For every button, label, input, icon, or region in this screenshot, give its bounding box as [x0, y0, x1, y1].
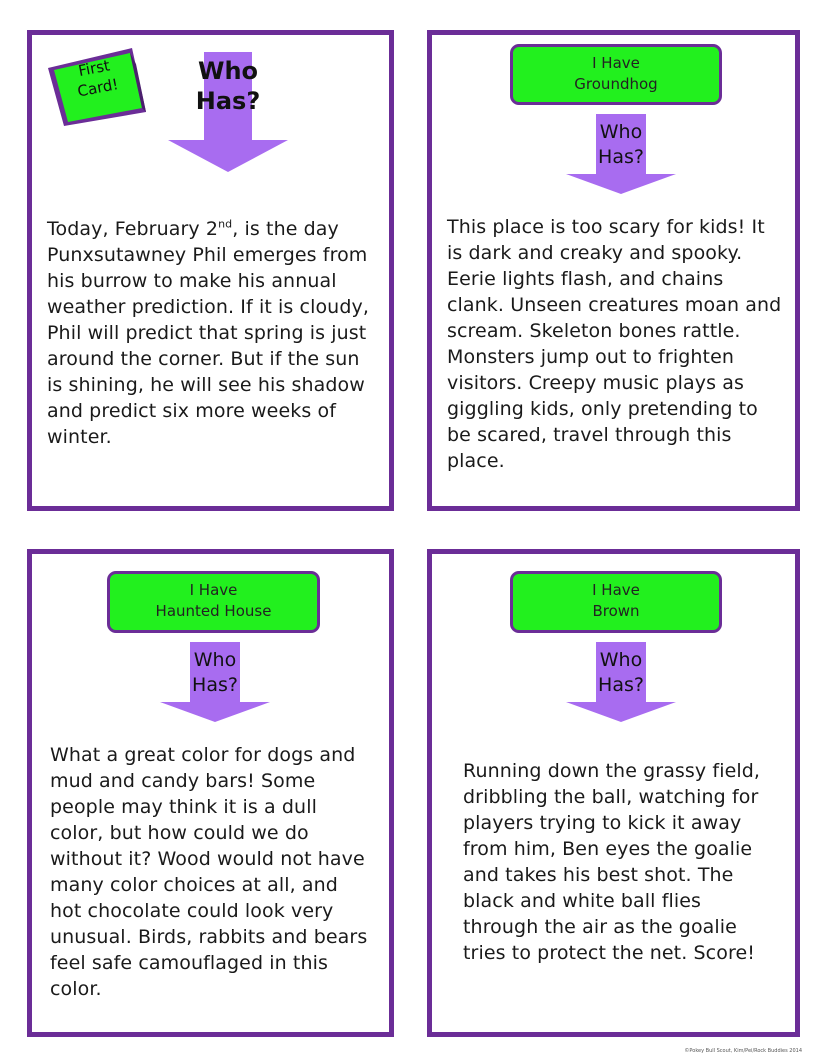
i-have-box	[510, 571, 722, 633]
who-has-label	[168, 56, 288, 116]
i-have-line: I Have	[592, 54, 640, 72]
who-has-label	[566, 648, 676, 698]
i-have-answer: Groundhog	[574, 75, 658, 93]
i-have-line: I Have	[592, 581, 640, 599]
i-have-line: I Have	[189, 581, 238, 599]
first-card-line1: First	[76, 56, 112, 81]
card-text: This place is too scary for kids! It is dark and creaky and spooky. Eerie lights flash, and chains clank. Unseen creatures moan and scream. Skeleton bones rattle. Monsters jump out to frighten visitors. Creepy music plays as giggling kids, only pretending to be scared, travel through this place.	[447, 216, 782, 472]
i-have-box	[510, 44, 722, 105]
first-card-line2: Card!	[76, 75, 120, 101]
has-line: Has?	[598, 674, 644, 696]
card-text: What a great color for dogs and mud and candy bars! Some people may think it is a dull color, but how could we do without it? Wood would not have many color choices at all, and hot chocolate could look very unusual. Birds, rabbits and bears feel safe camouflaged in this color.	[50, 744, 368, 1000]
i-have-box	[107, 571, 320, 633]
who-has-label	[160, 648, 270, 698]
has-line: Has?	[598, 146, 644, 168]
has-line: Has?	[192, 674, 238, 696]
who-has-arrow	[168, 52, 288, 172]
who-has-label	[566, 120, 676, 170]
who-line: Who	[599, 649, 643, 671]
ordinal-suffix: nd	[218, 217, 233, 231]
has-line: Has?	[195, 87, 261, 115]
card-text: Running down the grassy field, dribbling the ball, watching for players trying to kick it away from him, Ben eyes the goalie and takes his best shot. The black and white ball flies through the air as the goalie tries to protect the net. Score!	[463, 760, 761, 964]
card-text-rest: , is the day Punxsutawney Phil emerges from his burrow to make his annual weather prediction. If it is cloudy, Phil will predict that spring is just around the corner. But if the sun is shining, he will see his shadow and predict six more weeks of winter.	[47, 218, 369, 448]
who-has-arrow	[566, 114, 676, 194]
i-have-answer: Haunted House	[155, 602, 272, 620]
who-line: Who	[197, 57, 259, 85]
who-line: Who	[599, 121, 643, 143]
who-line: Who	[193, 649, 237, 671]
card-text	[47, 216, 377, 450]
who-has-arrow	[160, 642, 270, 722]
who-has-arrow	[566, 642, 676, 722]
i-have-answer: Brown	[592, 602, 640, 620]
copyright-footer: ©Pokey Bull Scout, Kim/Pei/Rock Buddies 2014	[684, 1048, 802, 1054]
card-text-start: Today, February 2	[47, 218, 219, 240]
